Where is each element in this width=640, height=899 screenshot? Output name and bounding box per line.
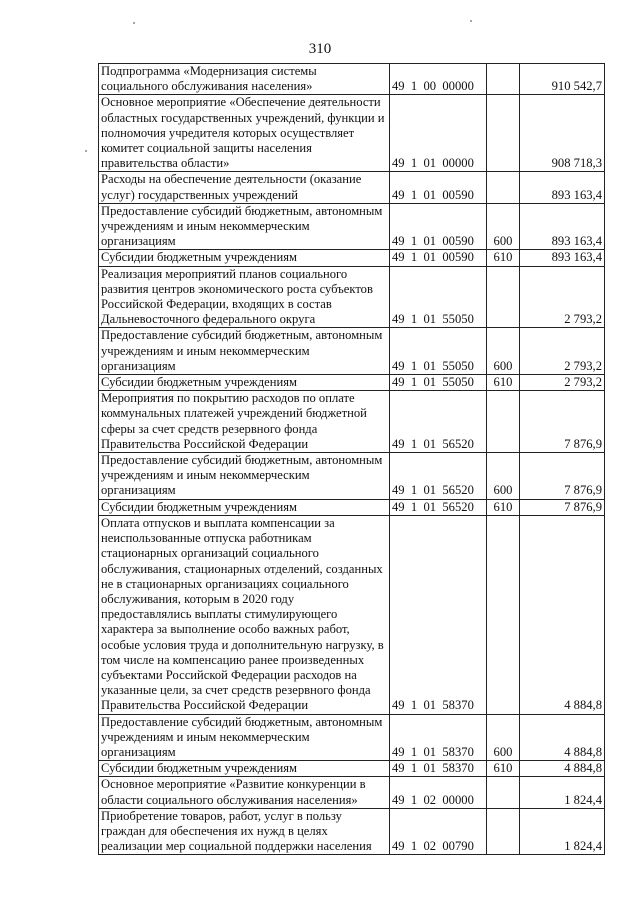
budget-table-body	[99, 64, 605, 855]
table-row	[99, 499, 605, 515]
table-row	[99, 808, 605, 855]
row-code-cell: 49 1 01 55050	[390, 328, 487, 375]
row-kind-cell: 610	[487, 375, 520, 391]
table-row	[99, 714, 605, 761]
row-code-cell: 49 1 01 58370	[390, 714, 487, 761]
row-name-cell: Мероприятия по покрытию расходов по оплате коммунальных платежей учреждений бюджетной сферы за счет средств резервного фонда Правительства Российской Федерации	[99, 391, 390, 453]
row-code-cell: 49 1 01 55050	[390, 266, 487, 328]
scan-speck	[85, 150, 87, 152]
row-kind-cell	[487, 266, 520, 328]
row-kind-cell	[487, 777, 520, 808]
row-sum-cell: 2 793,2	[520, 328, 605, 375]
row-kind-cell	[487, 808, 520, 855]
row-sum-cell: 893 163,4	[520, 203, 605, 250]
table-row	[99, 64, 605, 95]
table-row	[99, 375, 605, 391]
table-row	[99, 266, 605, 328]
row-code-cell: 49 1 01 58370	[390, 515, 487, 714]
row-sum-cell: 2 793,2	[520, 266, 605, 328]
row-name-cell: Оплата отпусков и выплата компенсации за неиспользованные отпуска работникам стационарных организаций социального обслуживания, стационарных отделений, созданных не в стационарных организациях социального обслуживания, которым в 2020 году предоставлялись выплаты стимулирующего характера за выполнение особо важных работ, особые условия труда и дополнительную нагрузку, в том числе на компенсацию ранее произведенных субъектами Российской Федерации расходов на указанные цели, за счет средств резервного фонда Правительства Российской Федерации	[99, 515, 390, 714]
row-kind-cell	[487, 172, 520, 203]
row-sum-cell: 7 876,9	[520, 499, 605, 515]
budget-table	[98, 63, 605, 855]
scan-speck	[470, 20, 472, 22]
row-name-cell: Приобретение товаров, работ, услуг в пользу граждан для обеспечения их нужд в целях реализации мер социальной поддержки населения	[99, 808, 390, 855]
row-name-cell: Субсидии бюджетным учреждениям	[99, 761, 390, 777]
table-row	[99, 328, 605, 375]
row-kind-cell: 610	[487, 499, 520, 515]
row-code-cell: 49 1 01 56520	[390, 391, 487, 453]
row-sum-cell: 4 884,8	[520, 515, 605, 714]
row-kind-cell	[487, 95, 520, 172]
table-row	[99, 453, 605, 500]
scan-speck	[133, 22, 135, 24]
row-sum-cell: 893 163,4	[520, 172, 605, 203]
row-code-cell: 49 1 01 58370	[390, 761, 487, 777]
table-row	[99, 515, 605, 714]
table-row	[99, 391, 605, 453]
table-row	[99, 777, 605, 808]
row-name-cell: Расходы на обеспечение деятельности (оказание услуг) государственных учреждений	[99, 172, 390, 203]
row-sum-cell: 893 163,4	[520, 250, 605, 266]
row-name-cell: Основное мероприятие «Обеспечение деятельности областных государственных учреждений, функции и полномочия учредителя которых осуществляет комитет социальной защиты населения правительства области»	[99, 95, 390, 172]
row-code-cell: 49 1 01 56520	[390, 499, 487, 515]
table-row	[99, 250, 605, 266]
row-kind-cell: 600	[487, 203, 520, 250]
row-code-cell: 49 1 01 55050	[390, 375, 487, 391]
row-code-cell: 49 1 01 00000	[390, 95, 487, 172]
row-code-cell: 49 1 00 00000	[390, 64, 487, 95]
row-sum-cell: 4 884,8	[520, 714, 605, 761]
row-code-cell: 49 1 01 00590	[390, 203, 487, 250]
row-code-cell: 49 1 02 00790	[390, 808, 487, 855]
row-kind-cell: 610	[487, 761, 520, 777]
row-name-cell: Основное мероприятие «Развитие конкуренции в области социального обслуживания населения»	[99, 777, 390, 808]
table-row	[99, 95, 605, 172]
row-kind-cell: 610	[487, 250, 520, 266]
row-sum-cell: 910 542,7	[520, 64, 605, 95]
row-kind-cell: 600	[487, 328, 520, 375]
row-kind-cell	[487, 64, 520, 95]
row-sum-cell: 1 824,4	[520, 808, 605, 855]
table-row	[99, 172, 605, 203]
row-kind-cell	[487, 515, 520, 714]
row-sum-cell: 1 824,4	[520, 777, 605, 808]
table-row	[99, 761, 605, 777]
row-name-cell: Субсидии бюджетным учреждениям	[99, 375, 390, 391]
row-sum-cell: 7 876,9	[520, 391, 605, 453]
row-kind-cell: 600	[487, 714, 520, 761]
row-name-cell: Подпрограмма «Модернизация системы социального обслуживания населения»	[99, 64, 390, 95]
page-number: 310	[308, 41, 332, 57]
table-row	[99, 203, 605, 250]
row-sum-cell: 4 884,8	[520, 761, 605, 777]
row-code-cell: 49 1 01 00590	[390, 250, 487, 266]
row-name-cell: Предоставление субсидий бюджетным, автономным учреждениям и иным некоммерческим организациям	[99, 203, 390, 250]
row-name-cell: Предоставление субсидий бюджетным, автономным учреждениям и иным некоммерческим организациям	[99, 328, 390, 375]
row-kind-cell: 600	[487, 453, 520, 500]
row-name-cell: Субсидии бюджетным учреждениям	[99, 499, 390, 515]
row-sum-cell: 2 793,2	[520, 375, 605, 391]
row-sum-cell: 7 876,9	[520, 453, 605, 500]
row-sum-cell: 908 718,3	[520, 95, 605, 172]
row-name-cell: Предоставление субсидий бюджетным, автономным учреждениям и иным некоммерческим организациям	[99, 714, 390, 761]
row-code-cell: 49 1 02 00000	[390, 777, 487, 808]
row-code-cell: 49 1 01 56520	[390, 453, 487, 500]
row-code-cell: 49 1 01 00590	[390, 172, 487, 203]
row-name-cell: Субсидии бюджетным учреждениям	[99, 250, 390, 266]
row-name-cell: Реализация мероприятий планов социального развития центров экономического роста субъектов Российской Федерации, входящих в состав Дальневосточного федерального округа	[99, 266, 390, 328]
row-name-cell: Предоставление субсидий бюджетным, автономным учреждениям и иным некоммерческим организациям	[99, 453, 390, 500]
row-kind-cell	[487, 391, 520, 453]
